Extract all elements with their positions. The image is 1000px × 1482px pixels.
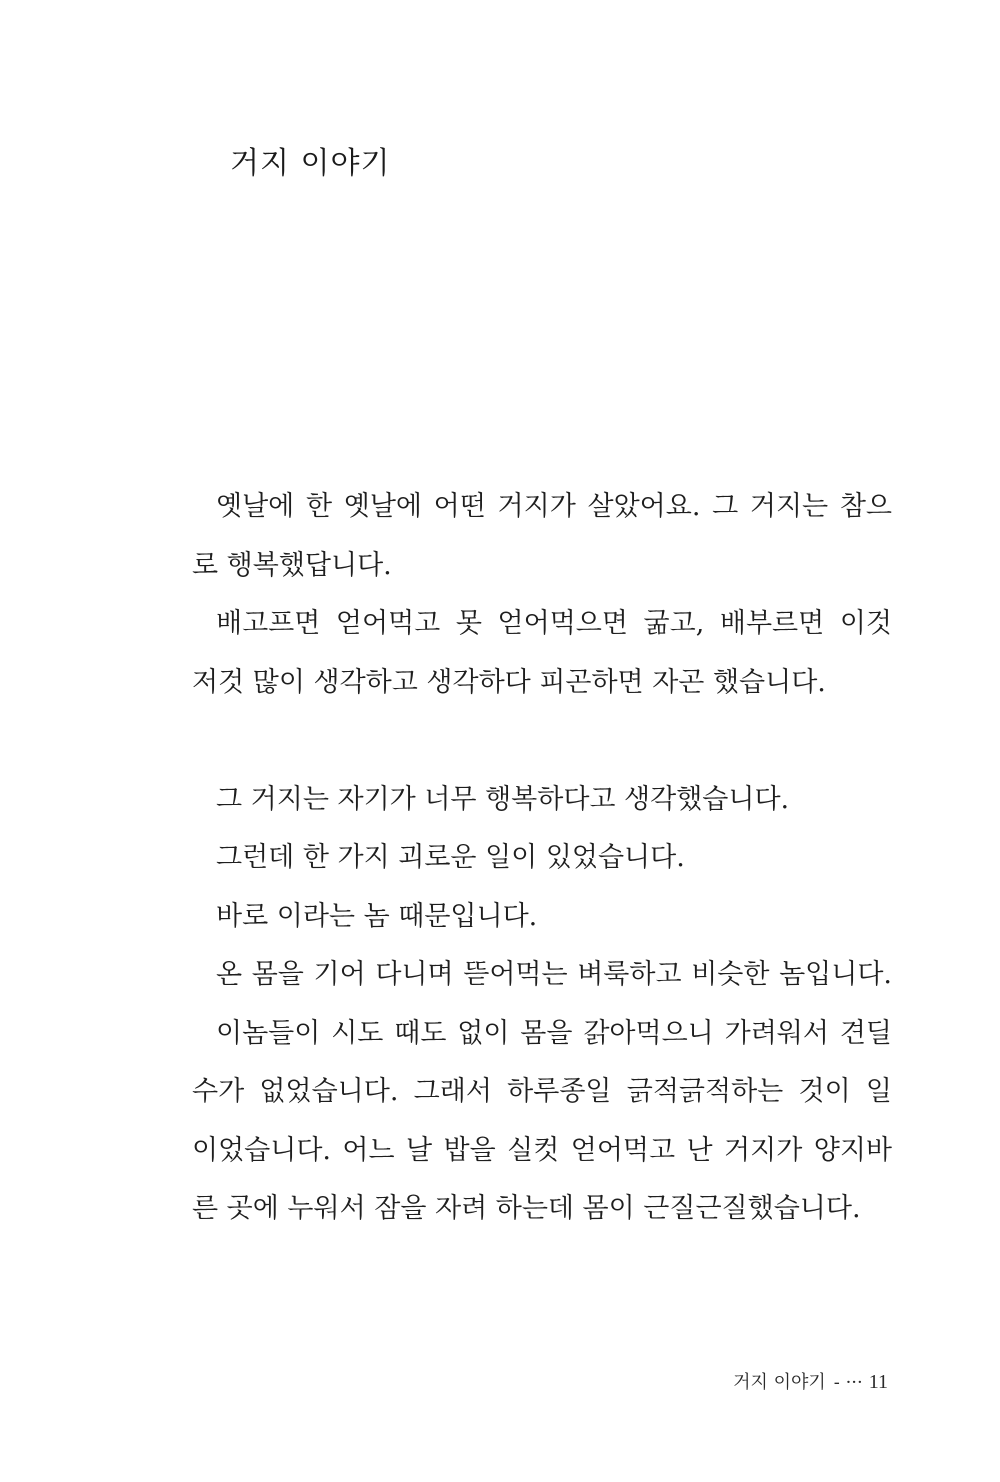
paragraph-7-line-2: 수가 없었습니다. 그래서 하루종일 긁적긁적하는 것이 일 bbox=[192, 1076, 892, 1107]
body-text bbox=[192, 478, 892, 1239]
paragraph-7-line-3: 이었습니다. 어느 날 밥을 실컷 얻어먹고 난 거지가 양지바 bbox=[192, 1134, 892, 1166]
paragraph-7-line-1: 이놈들이 시도 때도 없이 몸을 갉아먹으니 가려워서 견딜 bbox=[216, 1017, 892, 1049]
paragraph-1-line-2: 로 행복했답니다. bbox=[192, 549, 392, 581]
running-footer bbox=[733, 1368, 888, 1394]
paragraph-4: 그런데 한 가지 괴로운 일이 있었습니다. bbox=[216, 842, 685, 873]
paragraph-2-line-1: 배고프면 얻어먹고 못 얻어먹으면 굶고, 배부르면 이것 bbox=[216, 608, 892, 639]
footer-running-title: 거지 이야기 bbox=[733, 1372, 826, 1393]
footer-separator: - ··· bbox=[833, 1372, 863, 1393]
page-number: 11 bbox=[868, 1371, 888, 1393]
paragraph-6: 온 몸을 기어 다니며 뜯어먹는 벼룩하고 비슷한 놈입니다. bbox=[216, 959, 892, 990]
chapter-title: 거지 이야기 bbox=[230, 146, 391, 181]
paragraph-3: 그 거지는 자기가 너무 행복하다고 생각했습니다. bbox=[216, 783, 790, 815]
paragraph-2-line-2: 저것 많이 생각하고 생각하다 피곤하면 자곤 했습니다. bbox=[192, 666, 826, 698]
paragraph-7-line-4: 른 곳에 누워서 잠을 자려 하는데 몸이 근질근질했습니다. bbox=[192, 1193, 861, 1224]
paragraph-gap bbox=[192, 712, 892, 771]
paragraph-1-line-1: 옛날에 한 옛날에 어떤 거지가 살았어요. 그 거지는 참으 bbox=[216, 491, 892, 522]
paragraph-5: 바로 이라는 놈 때문입니다. bbox=[216, 900, 538, 932]
